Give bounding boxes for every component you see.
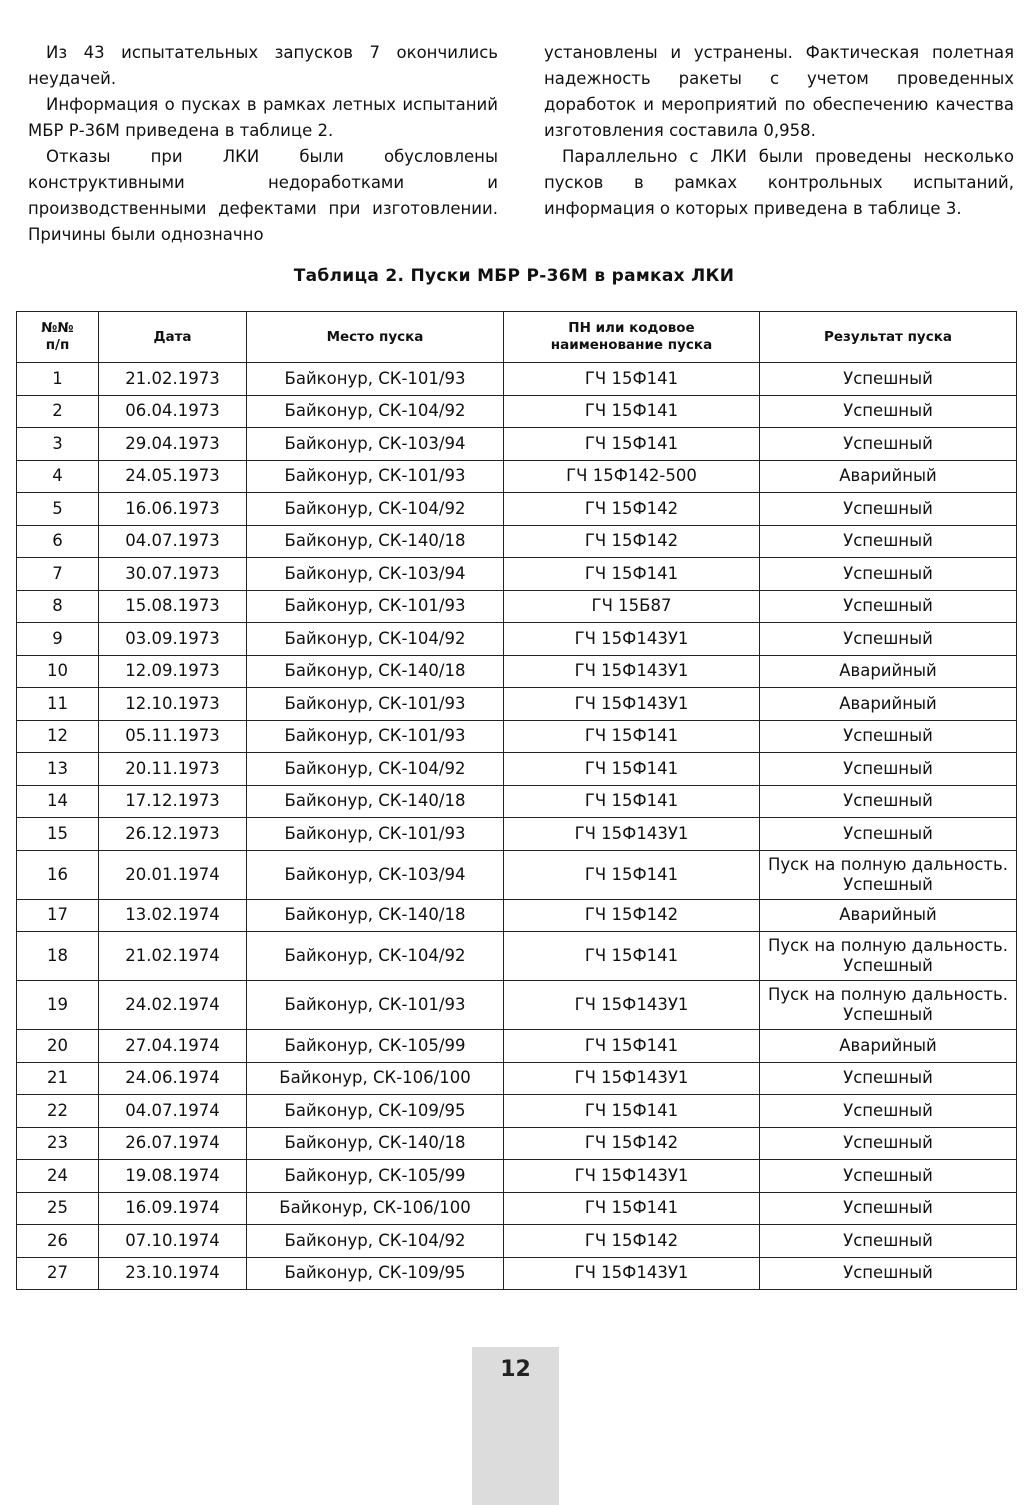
cell-date: 16.09.1974 [99, 1192, 247, 1225]
cell-number: 10 [17, 655, 99, 688]
page-number: 12 [500, 1357, 531, 1382]
cell-number: 15 [17, 818, 99, 851]
cell-date: 26.12.1973 [99, 818, 247, 851]
cell-result: Успешный [760, 1192, 1017, 1225]
cell-payload: ГЧ 15Ф143У1 [504, 1062, 760, 1095]
cell-number: 11 [17, 688, 99, 721]
cell-result: Успешный [760, 1062, 1017, 1095]
body-text [28, 40, 1014, 248]
cell-result: Успешный [760, 525, 1017, 558]
cell-number: 5 [17, 493, 99, 526]
table-row [17, 428, 1017, 461]
cell-payload: ГЧ 15Ф143У1 [504, 981, 760, 1030]
table-row [17, 753, 1017, 786]
cell-payload: ГЧ 15Ф141 [504, 363, 760, 396]
cell-date: 13.02.1974 [99, 899, 247, 932]
header-result: Результат пуска [760, 312, 1017, 363]
cell-site: Байконур, СК-140/18 [247, 899, 504, 932]
cell-payload: ГЧ 15Ф142 [504, 1127, 760, 1160]
cell-date: 21.02.1974 [99, 932, 247, 981]
cell-payload: ГЧ 15Б87 [504, 590, 760, 623]
cell-number: 6 [17, 525, 99, 558]
cell-date: 17.12.1973 [99, 785, 247, 818]
cell-result: Пуск на полную дальность. Успешный [760, 932, 1017, 981]
cell-date: 12.09.1973 [99, 655, 247, 688]
table-row [17, 558, 1017, 591]
cell-site: Байконур, СК-106/100 [247, 1192, 504, 1225]
header-date: Дата [99, 312, 247, 363]
cell-number: 25 [17, 1192, 99, 1225]
table-title: Таблица 2. Пуски МБР Р-36М в рамках ЛКИ [293, 266, 735, 286]
cell-site: Байконур, СК-104/92 [247, 395, 504, 428]
cell-result: Успешный [760, 558, 1017, 591]
cell-number: 12 [17, 720, 99, 753]
table-row [17, 850, 1017, 899]
header-number: №№ п/п [17, 312, 99, 363]
cell-result: Успешный [760, 428, 1017, 461]
cell-site: Байконур, СК-101/93 [247, 981, 504, 1030]
cell-result: Аварийный [760, 899, 1017, 932]
cell-result: Аварийный [760, 460, 1017, 493]
cell-site: Байконур, СК-101/93 [247, 460, 504, 493]
cell-date: 29.04.1973 [99, 428, 247, 461]
cell-site: Байконур, СК-101/93 [247, 363, 504, 396]
cell-date: 15.08.1973 [99, 590, 247, 623]
cell-number: 7 [17, 558, 99, 591]
cell-site: Байконур, СК-140/18 [247, 785, 504, 818]
table-row [17, 785, 1017, 818]
cell-payload: ГЧ 15Ф141 [504, 428, 760, 461]
table-row [17, 1095, 1017, 1128]
cell-result: Успешный [760, 720, 1017, 753]
table-row [17, 363, 1017, 396]
header-payload: ПН или кодовое наименование пуска [504, 312, 760, 363]
cell-site: Байконур, СК-140/18 [247, 1127, 504, 1160]
cell-payload: ГЧ 15Ф141 [504, 932, 760, 981]
cell-number: 2 [17, 395, 99, 428]
cell-payload: ГЧ 15Ф143У1 [504, 1160, 760, 1193]
cell-number: 13 [17, 753, 99, 786]
cell-date: 12.10.1973 [99, 688, 247, 721]
cell-site: Байконур, СК-106/100 [247, 1062, 504, 1095]
paragraph: Параллельно с ЛКИ были проведены несколько пусков в рамках контрольных испытаний, информация о которых приведена в таблице 3. [544, 147, 1014, 218]
cell-number: 18 [17, 932, 99, 981]
cell-payload: ГЧ 15Ф143У1 [504, 655, 760, 688]
table-row [17, 493, 1017, 526]
paragraph: Отказы при ЛКИ были обусловлены конструктивными недоработками и производственными дефектами при изготовлении. Причины были однозначно [28, 147, 498, 244]
cell-number: 1 [17, 363, 99, 396]
cell-payload: ГЧ 15Ф141 [504, 1095, 760, 1128]
cell-number: 3 [17, 428, 99, 461]
cell-date: 24.06.1974 [99, 1062, 247, 1095]
table-row [17, 590, 1017, 623]
cell-date: 24.02.1974 [99, 981, 247, 1030]
table-header-row [17, 312, 1017, 363]
cell-date: 16.06.1973 [99, 493, 247, 526]
cell-site: Байконур, СК-101/93 [247, 688, 504, 721]
cell-number: 23 [17, 1127, 99, 1160]
table-row [17, 1192, 1017, 1225]
cell-result: Аварийный [760, 655, 1017, 688]
cell-date: 21.02.1973 [99, 363, 247, 396]
cell-site: Байконур, СК-103/94 [247, 850, 504, 899]
cell-number: 8 [17, 590, 99, 623]
table-row [17, 1030, 1017, 1063]
cell-number: 17 [17, 899, 99, 932]
cell-site: Байконур, СК-103/94 [247, 558, 504, 591]
cell-date: 19.08.1974 [99, 1160, 247, 1193]
table-row [17, 655, 1017, 688]
cell-payload: ГЧ 15Ф142 [504, 899, 760, 932]
table-row [17, 1160, 1017, 1193]
cell-result: Пуск на полную дальность. Успешный [760, 981, 1017, 1030]
cell-site: Байконур, СК-109/95 [247, 1095, 504, 1128]
cell-site: Байконур, СК-104/92 [247, 1225, 504, 1258]
cell-payload: ГЧ 15Ф141 [504, 753, 760, 786]
cell-result: Пуск на полную дальность. Успешный [760, 850, 1017, 899]
cell-payload: ГЧ 15Ф143У1 [504, 818, 760, 851]
cell-site: Байконур, СК-104/92 [247, 932, 504, 981]
paragraph: Информация о пусках в рамках летных испытаний МБР Р-36М приведена в таблице 2. [28, 95, 498, 140]
cell-number: 26 [17, 1225, 99, 1258]
cell-payload: ГЧ 15Ф141 [504, 395, 760, 428]
cell-site: Байконур, СК-101/93 [247, 818, 504, 851]
table-row [17, 688, 1017, 721]
table-row [17, 1257, 1017, 1290]
cell-site: Байконур, СК-109/95 [247, 1257, 504, 1290]
cell-date: 20.01.1974 [99, 850, 247, 899]
cell-date: 23.10.1974 [99, 1257, 247, 1290]
cell-payload: ГЧ 15Ф142 [504, 1225, 760, 1258]
cell-date: 04.07.1973 [99, 525, 247, 558]
cell-payload: ГЧ 15Ф141 [504, 720, 760, 753]
cell-number: 21 [17, 1062, 99, 1095]
cell-result: Успешный [760, 590, 1017, 623]
cell-result: Успешный [760, 623, 1017, 656]
cell-result: Успешный [760, 785, 1017, 818]
table-row [17, 395, 1017, 428]
cell-number: 22 [17, 1095, 99, 1128]
left-column [28, 40, 498, 248]
cell-payload: ГЧ 15Ф141 [504, 850, 760, 899]
cell-payload: ГЧ 15Ф142-500 [504, 460, 760, 493]
table-row [17, 932, 1017, 981]
table-row [17, 981, 1017, 1030]
table-row [17, 623, 1017, 656]
cell-number: 4 [17, 460, 99, 493]
cell-date: 27.04.1974 [99, 1030, 247, 1063]
cell-date: 05.11.1973 [99, 720, 247, 753]
cell-result: Успешный [760, 493, 1017, 526]
cell-payload: ГЧ 15Ф141 [504, 785, 760, 818]
cell-payload: ГЧ 15Ф143У1 [504, 688, 760, 721]
cell-date: 20.11.1973 [99, 753, 247, 786]
cell-site: Байконур, СК-104/92 [247, 753, 504, 786]
cell-result: Успешный [760, 818, 1017, 851]
table-row [17, 1127, 1017, 1160]
cell-number: 27 [17, 1257, 99, 1290]
cell-date: 24.05.1973 [99, 460, 247, 493]
cell-site: Байконур, СК-104/92 [247, 493, 504, 526]
cell-date: 04.07.1974 [99, 1095, 247, 1128]
paragraph: Из 43 испытательных запусков 7 окончились неудачей. [28, 43, 498, 88]
table-row [17, 1062, 1017, 1095]
cell-payload: ГЧ 15Ф143У1 [504, 1257, 760, 1290]
cell-result: Аварийный [760, 688, 1017, 721]
header-site: Место пуска [247, 312, 504, 363]
cell-date: 30.07.1973 [99, 558, 247, 591]
cell-number: 9 [17, 623, 99, 656]
cell-result: Успешный [760, 1095, 1017, 1128]
cell-date: 07.10.1974 [99, 1225, 247, 1258]
page-number-tab [472, 1347, 559, 1505]
cell-site: Байконур, СК-105/99 [247, 1160, 504, 1193]
cell-payload: ГЧ 15Ф142 [504, 493, 760, 526]
cell-site: Байконур, СК-104/92 [247, 623, 504, 656]
cell-payload: ГЧ 15Ф142 [504, 525, 760, 558]
cell-number: 20 [17, 1030, 99, 1063]
cell-result: Успешный [760, 363, 1017, 396]
table-row [17, 1225, 1017, 1258]
cell-result: Успешный [760, 1257, 1017, 1290]
cell-site: Байконур, СК-103/94 [247, 428, 504, 461]
cell-payload: ГЧ 15Ф143У1 [504, 623, 760, 656]
cell-site: Байконур, СК-105/99 [247, 1030, 504, 1063]
cell-result: Успешный [760, 1160, 1017, 1193]
cell-payload: ГЧ 15Ф141 [504, 1192, 760, 1225]
cell-result: Успешный [760, 395, 1017, 428]
launch-table [16, 311, 1017, 1290]
cell-payload: ГЧ 15Ф141 [504, 558, 760, 591]
cell-number: 24 [17, 1160, 99, 1193]
cell-site: Байконур, СК-140/18 [247, 655, 504, 688]
cell-result: Успешный [760, 1225, 1017, 1258]
cell-number: 19 [17, 981, 99, 1030]
cell-date: 03.09.1973 [99, 623, 247, 656]
cell-date: 06.04.1973 [99, 395, 247, 428]
table-row [17, 525, 1017, 558]
table-row [17, 818, 1017, 851]
cell-result: Аварийный [760, 1030, 1017, 1063]
cell-date: 26.07.1974 [99, 1127, 247, 1160]
cell-result: Успешный [760, 1127, 1017, 1160]
cell-site: Байконур, СК-140/18 [247, 525, 504, 558]
table-row [17, 720, 1017, 753]
cell-number: 16 [17, 850, 99, 899]
cell-result: Успешный [760, 753, 1017, 786]
table-row [17, 460, 1017, 493]
paragraph: установлены и устранены. Фактическая полетная надежность ракеты с учетом проведенных доработок и мероприятий по обеспечению качества изготовления составила 0,958. [544, 43, 1014, 140]
cell-site: Байконур, СК-101/93 [247, 720, 504, 753]
table-row [17, 899, 1017, 932]
right-column [544, 40, 1014, 248]
cell-payload: ГЧ 15Ф141 [504, 1030, 760, 1063]
cell-number: 14 [17, 785, 99, 818]
cell-site: Байконур, СК-101/93 [247, 590, 504, 623]
